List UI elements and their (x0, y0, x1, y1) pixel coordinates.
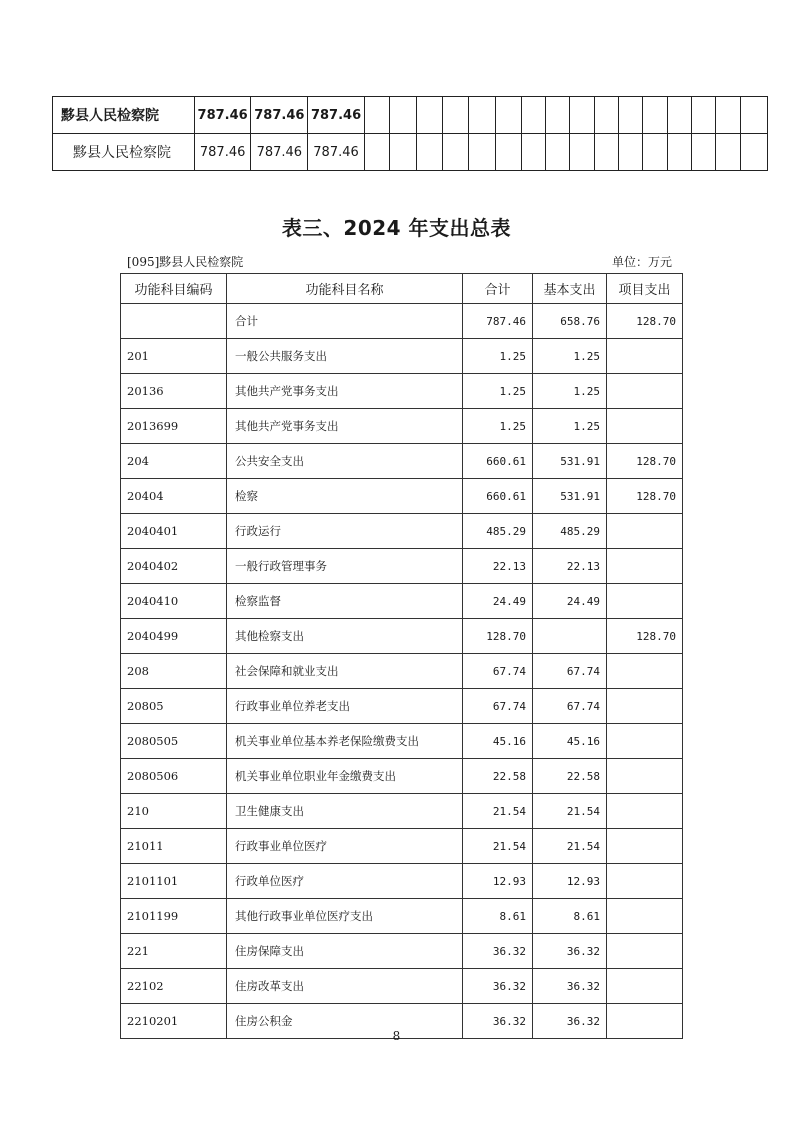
page-number: 8 (392, 1029, 401, 1043)
value-cell: 787.46 (251, 97, 308, 134)
function-code-cell: 21011 (121, 829, 227, 864)
value-cell: 787.46 (194, 97, 251, 134)
basic-expense-cell: 36.32 (533, 1004, 607, 1039)
function-code-cell: 22102 (121, 969, 227, 1004)
value-cell: 787.46 (251, 134, 308, 171)
empty-cell (619, 97, 643, 134)
function-name-cell: 卫生健康支出 (227, 794, 463, 829)
project-expense-cell (607, 934, 683, 969)
function-name-cell: 住房保障支出 (227, 934, 463, 969)
empty-cell (643, 134, 667, 171)
total-cell: 22.13 (463, 549, 533, 584)
project-expense-cell (607, 374, 683, 409)
table-row (121, 934, 683, 969)
empty-cell (364, 97, 389, 134)
basic-expense-cell: 1.25 (533, 339, 607, 374)
table-row (121, 444, 683, 479)
function-name-cell: 住房公积金 (227, 1004, 463, 1039)
basic-expense-cell: 67.74 (533, 654, 607, 689)
org-name-cell: 黟县人民检察院 (53, 97, 195, 134)
empty-cell (469, 97, 495, 134)
total-cell: 36.32 (463, 934, 533, 969)
function-name-cell: 行政事业单位养老支出 (227, 689, 463, 724)
function-code-cell (121, 304, 227, 339)
value-cell: 787.46 (194, 134, 251, 171)
project-expense-cell (607, 339, 683, 374)
value-cell: 787.46 (308, 134, 365, 171)
basic-expense-cell: 22.13 (533, 549, 607, 584)
function-name-cell: 一般行政管理事务 (227, 549, 463, 584)
function-name-cell: 行政运行 (227, 514, 463, 549)
function-name-cell: 其他共产党事务支出 (227, 374, 463, 409)
total-cell: 660.61 (463, 479, 533, 514)
total-cell: 67.74 (463, 654, 533, 689)
table-row (121, 584, 683, 619)
total-cell: 36.32 (463, 969, 533, 1004)
project-expense-cell (607, 549, 683, 584)
org-summary-table (52, 96, 768, 171)
basic-expense-cell: 21.54 (533, 794, 607, 829)
basic-expense-cell: 21.54 (533, 829, 607, 864)
expenditure-table (120, 273, 683, 1039)
table-header-row (121, 274, 683, 304)
function-name-cell: 检察监督 (227, 584, 463, 619)
basic-expense-cell: 12.93 (533, 864, 607, 899)
basic-expense-cell: 8.61 (533, 899, 607, 934)
function-code-cell: 2040402 (121, 549, 227, 584)
function-code-cell: 208 (121, 654, 227, 689)
empty-cell (521, 97, 545, 134)
function-code-cell: 2080506 (121, 759, 227, 794)
function-code-cell: 210 (121, 794, 227, 829)
function-code-cell: 20805 (121, 689, 227, 724)
empty-cell (495, 134, 521, 171)
project-expense-cell: 128.70 (607, 304, 683, 339)
table-row (121, 969, 683, 1004)
function-name-cell: 其他共产党事务支出 (227, 409, 463, 444)
total-cell: 1.25 (463, 409, 533, 444)
function-code-cell: 2040499 (121, 619, 227, 654)
page-title: 表三、2024 年支出总表 (281, 216, 512, 240)
table-row (121, 864, 683, 899)
total-cell: 128.70 (463, 619, 533, 654)
empty-cell (619, 134, 643, 171)
function-code-cell: 20136 (121, 374, 227, 409)
table-row (121, 549, 683, 584)
empty-cell (667, 97, 691, 134)
table-row (121, 409, 683, 444)
empty-cell (740, 97, 767, 134)
project-expense-cell (607, 829, 683, 864)
column-header: 功能科目编码 (121, 274, 227, 304)
empty-cell (416, 134, 442, 171)
project-expense-cell: 128.70 (607, 619, 683, 654)
project-expense-cell (607, 584, 683, 619)
column-header: 合计 (463, 274, 533, 304)
project-expense-cell (607, 514, 683, 549)
function-code-cell: 2040410 (121, 584, 227, 619)
function-name-cell: 其他检察支出 (227, 619, 463, 654)
total-cell: 24.49 (463, 584, 533, 619)
project-expense-cell: 128.70 (607, 444, 683, 479)
basic-expense-cell: 485.29 (533, 514, 607, 549)
empty-cell (691, 97, 715, 134)
project-expense-cell (607, 724, 683, 759)
empty-cell (667, 134, 691, 171)
function-code-cell: 201 (121, 339, 227, 374)
unit-label: 单位：万元 (612, 255, 673, 269)
function-name-cell: 社会保障和就业支出 (227, 654, 463, 689)
total-cell: 1.25 (463, 374, 533, 409)
project-expense-cell (607, 759, 683, 794)
project-expense-cell (607, 969, 683, 1004)
function-code-cell: 2040401 (121, 514, 227, 549)
empty-cell (469, 134, 495, 171)
function-code-cell: 204 (121, 444, 227, 479)
total-cell: 485.29 (463, 514, 533, 549)
empty-cell (390, 97, 416, 134)
total-cell: 21.54 (463, 829, 533, 864)
table-row (121, 689, 683, 724)
function-code-cell: 2013699 (121, 409, 227, 444)
org-code-label: [095]黟县人民检察院 (127, 255, 244, 269)
project-expense-cell (607, 899, 683, 934)
total-cell: 660.61 (463, 444, 533, 479)
table-row (121, 479, 683, 514)
value-cell: 787.46 (308, 97, 365, 134)
total-cell: 8.61 (463, 899, 533, 934)
table-row (121, 514, 683, 549)
function-name-cell: 合计 (227, 304, 463, 339)
basic-expense-cell: 36.32 (533, 934, 607, 969)
total-cell: 787.46 (463, 304, 533, 339)
empty-cell (546, 134, 570, 171)
table-row (121, 654, 683, 689)
project-expense-cell (607, 654, 683, 689)
total-cell: 36.32 (463, 1004, 533, 1039)
empty-cell (594, 134, 618, 171)
empty-cell (691, 134, 715, 171)
basic-expense-cell: 1.25 (533, 374, 607, 409)
basic-expense-cell: 36.32 (533, 969, 607, 1004)
table-row (121, 304, 683, 339)
column-header: 项目支出 (607, 274, 683, 304)
org-summary-row (53, 97, 768, 134)
function-name-cell: 一般公共服务支出 (227, 339, 463, 374)
total-cell: 12.93 (463, 864, 533, 899)
table-row (121, 899, 683, 934)
project-expense-cell (607, 794, 683, 829)
column-header: 基本支出 (533, 274, 607, 304)
empty-cell (716, 134, 740, 171)
total-cell: 67.74 (463, 689, 533, 724)
empty-cell (364, 134, 389, 171)
basic-expense-cell: 45.16 (533, 724, 607, 759)
basic-expense-cell: 67.74 (533, 689, 607, 724)
function-code-cell: 2101101 (121, 864, 227, 899)
basic-expense-cell (533, 619, 607, 654)
function-code-cell: 221 (121, 934, 227, 969)
table-row (121, 829, 683, 864)
function-name-cell: 行政事业单位医疗 (227, 829, 463, 864)
empty-cell (546, 97, 570, 134)
empty-cell (594, 97, 618, 134)
function-code-cell: 2210201 (121, 1004, 227, 1039)
function-code-cell: 2101199 (121, 899, 227, 934)
empty-cell (442, 134, 468, 171)
empty-cell (521, 134, 545, 171)
function-code-cell: 20404 (121, 479, 227, 514)
table-row (121, 759, 683, 794)
function-name-cell: 行政单位医疗 (227, 864, 463, 899)
project-expense-cell: 128.70 (607, 479, 683, 514)
basic-expense-cell: 531.91 (533, 479, 607, 514)
function-name-cell: 机关事业单位职业年金缴费支出 (227, 759, 463, 794)
basic-expense-cell: 531.91 (533, 444, 607, 479)
empty-cell (716, 97, 740, 134)
empty-cell (740, 134, 767, 171)
basic-expense-cell: 1.25 (533, 409, 607, 444)
org-detail-row (53, 134, 768, 171)
basic-expense-cell: 24.49 (533, 584, 607, 619)
basic-expense-cell: 658.76 (533, 304, 607, 339)
table-row (121, 724, 683, 759)
empty-cell (495, 97, 521, 134)
function-name-cell: 机关事业单位基本养老保险缴费支出 (227, 724, 463, 759)
table-row (121, 794, 683, 829)
project-expense-cell (607, 409, 683, 444)
column-header: 功能科目名称 (227, 274, 463, 304)
total-cell: 1.25 (463, 339, 533, 374)
empty-cell (570, 134, 594, 171)
empty-cell (442, 97, 468, 134)
project-expense-cell (607, 864, 683, 899)
empty-cell (570, 97, 594, 134)
empty-cell (390, 134, 416, 171)
table-row (121, 339, 683, 374)
total-cell: 22.58 (463, 759, 533, 794)
total-cell: 45.16 (463, 724, 533, 759)
empty-cell (416, 97, 442, 134)
function-name-cell: 住房改革支出 (227, 969, 463, 1004)
table-row (121, 619, 683, 654)
table-row (121, 374, 683, 409)
empty-cell (643, 97, 667, 134)
function-name-cell: 公共安全支出 (227, 444, 463, 479)
org-name-cell: 黟县人民检察院 (53, 134, 195, 171)
basic-expense-cell: 22.58 (533, 759, 607, 794)
project-expense-cell (607, 689, 683, 724)
function-code-cell: 2080505 (121, 724, 227, 759)
total-cell: 21.54 (463, 794, 533, 829)
function-name-cell: 检察 (227, 479, 463, 514)
function-name-cell: 其他行政事业单位医疗支出 (227, 899, 463, 934)
